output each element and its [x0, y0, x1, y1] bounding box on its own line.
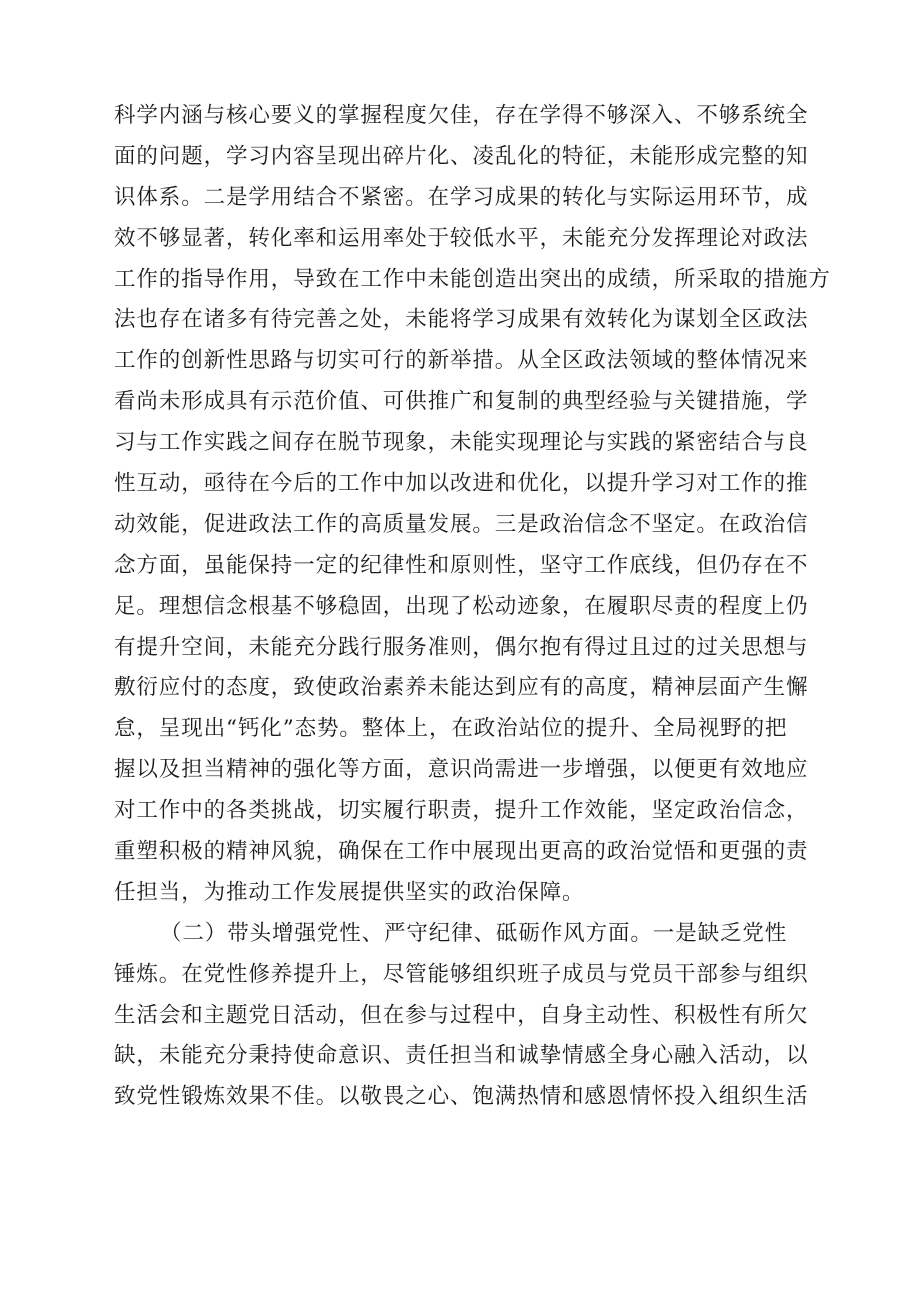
text-line: 锤炼。在党性修养提升上，尽管能够组织班子成员与党员干部参与组织: [114, 961, 809, 987]
text-line: 足。理想信念根基不够稳固，出现了松动迹象，在履职尽责的程度上仍: [114, 593, 809, 619]
text-line: 生活会和主题党日活动，但在参与过程中，自身主动性、积极性有所欠: [114, 1002, 809, 1028]
text-line: 动效能，促进政法工作的高质量发展。三是政治信念不坚定。在政治信: [114, 511, 809, 537]
text-line: 怠，呈现出“钙化”态势。整体上，在政治站位的提升、全局视野的把: [114, 716, 788, 742]
text-line: 任担当，为推动工作发展提供坚实的政治保障。: [114, 879, 585, 905]
text-line: 念方面，虽能保持一定的纪律性和原则性，坚守工作底线，但仍存在不: [114, 552, 809, 578]
text-line: 对工作中的各类挑战，切实履行职责，提升工作效能，坚定政治信念，: [114, 798, 809, 824]
text-line: 面的问题，学习内容呈现出碎片化、凌乱化的特征，未能形成完整的知: [114, 143, 809, 169]
text-line: 性互动，亟待在今后的工作中加以改进和优化，以提升学习对工作的推: [114, 471, 809, 497]
text-line: 法也存在诸多有待完善之处，未能将学习成果有效转化为谋划全区政法: [114, 307, 809, 333]
text-line: 识体系。二是学用结合不紧密。在学习成果的转化与实际运用环节，成: [114, 184, 809, 210]
text-line: 看尚未形成具有示范价值、可供推广和复制的典型经验与关键措施，学: [114, 389, 809, 415]
text-line: 科学内涵与核心要义的掌握程度欠佳，存在学得不够深入、不够系统全: [114, 103, 809, 128]
text-line: 有提升空间，未能充分践行服务准则，偶尔抱有得过且过的过关思想与: [114, 634, 809, 660]
text-line: 敷衍应付的态度，致使政治素养未能达到应有的高度，精神层面产生懈: [114, 675, 809, 701]
text-line: 效不够显著，转化率和运用率处于较低水平，未能充分发挥理论对政法: [114, 225, 809, 251]
text-line: 工作的创新性思路与切实可行的新举措。从全区政法领域的整体情况来: [114, 348, 809, 374]
text-line: 重塑积极的精神风貌，确保在工作中展现出更高的政治觉悟和更强的责: [114, 839, 809, 865]
text-line: 习与工作实践之间存在脱节现象，未能实现理论与实践的紧密结合与良: [114, 430, 809, 456]
text-line: 工作的指导作用，导致在工作中未能创造出突出的成绩，所采取的措施方: [114, 266, 831, 292]
text-line: 缺，未能充分秉持使命意识、责任担当和诚挚情感全身心融入活动，以: [114, 1043, 809, 1069]
body-text: [114, 96, 834, 1118]
section-heading-line: （二）带头增强党性、严守纪律、砥砺作风方面。一是缺乏党性: [160, 920, 788, 946]
text-line: 致党性锻炼效果不佳。以敬畏之心、饱满热情和感恩情怀投入组织生活: [114, 1084, 809, 1110]
text-line: 握以及担当精神的强化等方面，意识尚需进一步增强，以便更有效地应: [114, 757, 809, 783]
